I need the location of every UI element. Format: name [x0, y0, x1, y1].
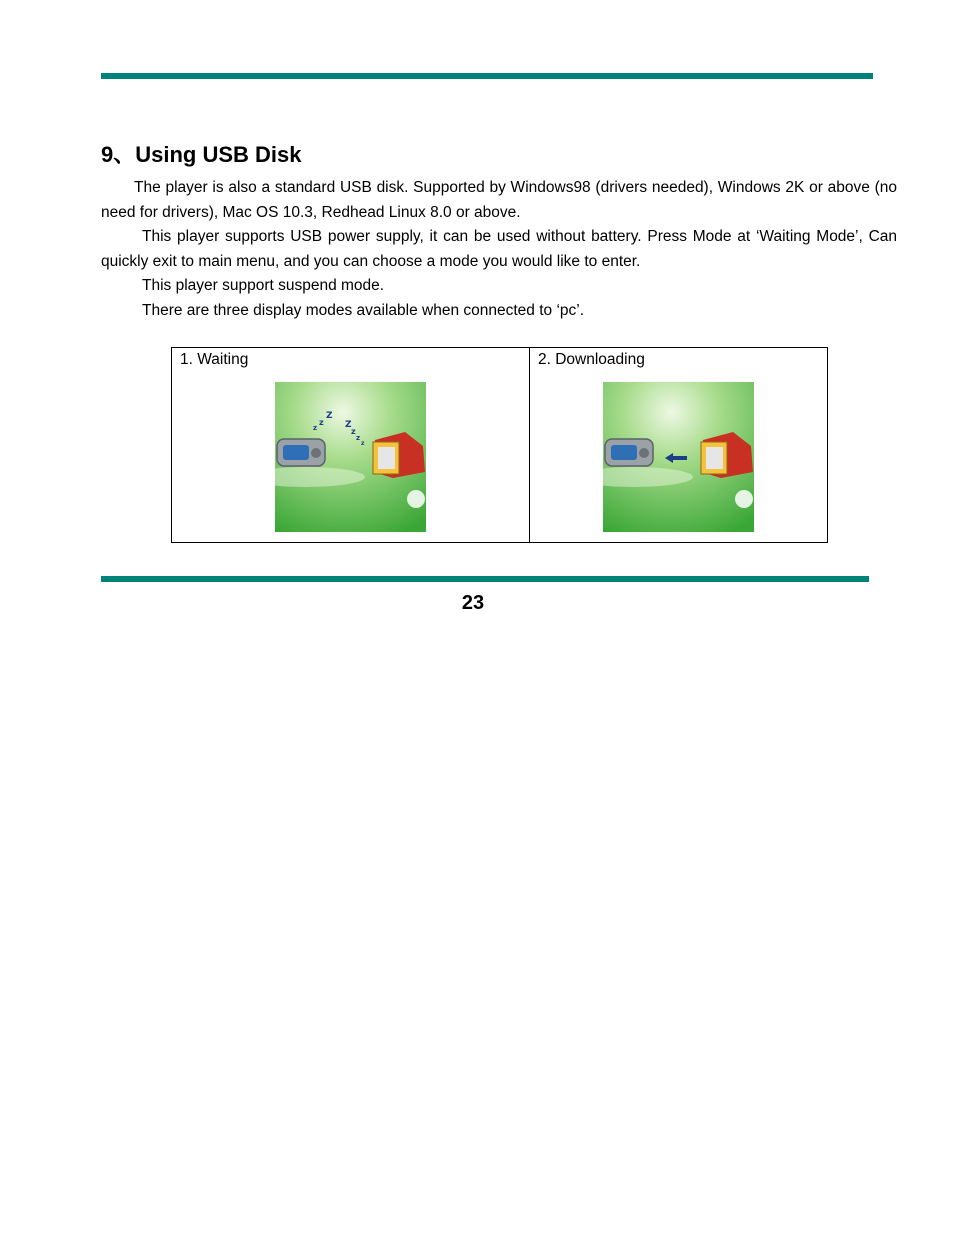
paragraph-suspend: This player support suspend mode.: [142, 277, 385, 294]
mode-label-downloading: 2. Downloading: [538, 351, 645, 368]
header-rule: [101, 73, 873, 79]
page-number: 23: [461, 592, 485, 614]
svg-text:z: z: [351, 427, 356, 436]
svg-text:Z: Z: [345, 420, 352, 430]
waiting-screen-image: [275, 382, 426, 532]
paragraph-display-modes: There are three display modes available when connected to ‘pc’.: [142, 301, 585, 319]
section-heading: 9、Using USB Disk: [101, 142, 302, 167]
svg-text:z: z: [313, 424, 318, 432]
paragraph-usb-disk: The player is also a standard USB disk. Supported by Windows98 (drivers needed), Windows 2K or above (no need for drivers), Mac OS 10.3, Redhead Linux 8.0 or above.: [101, 179, 897, 221]
svg-text:Z: Z: [326, 411, 333, 421]
mode-cell-downloading: [530, 348, 827, 542]
player-device-icon: [277, 439, 325, 466]
svg-text:z: z: [356, 434, 361, 442]
mode-label-waiting: 1. Waiting: [180, 351, 249, 368]
player-device-icon: [605, 439, 653, 466]
svg-text:z: z: [319, 418, 324, 427]
paragraph-power-supply: This player supports USB power supply, it can be used without battery. Press Mode at ‘Waiting Mode’, Can quickly exit to main menu, and you can choose a mode you would like to enter.: [101, 228, 897, 270]
svg-text:z: z: [361, 440, 365, 447]
display-modes-table: [171, 347, 828, 543]
body-text: [101, 176, 897, 323]
downloading-screen-image: [603, 382, 754, 532]
mode-cell-waiting: [172, 348, 530, 542]
footer-rule: [101, 576, 869, 582]
